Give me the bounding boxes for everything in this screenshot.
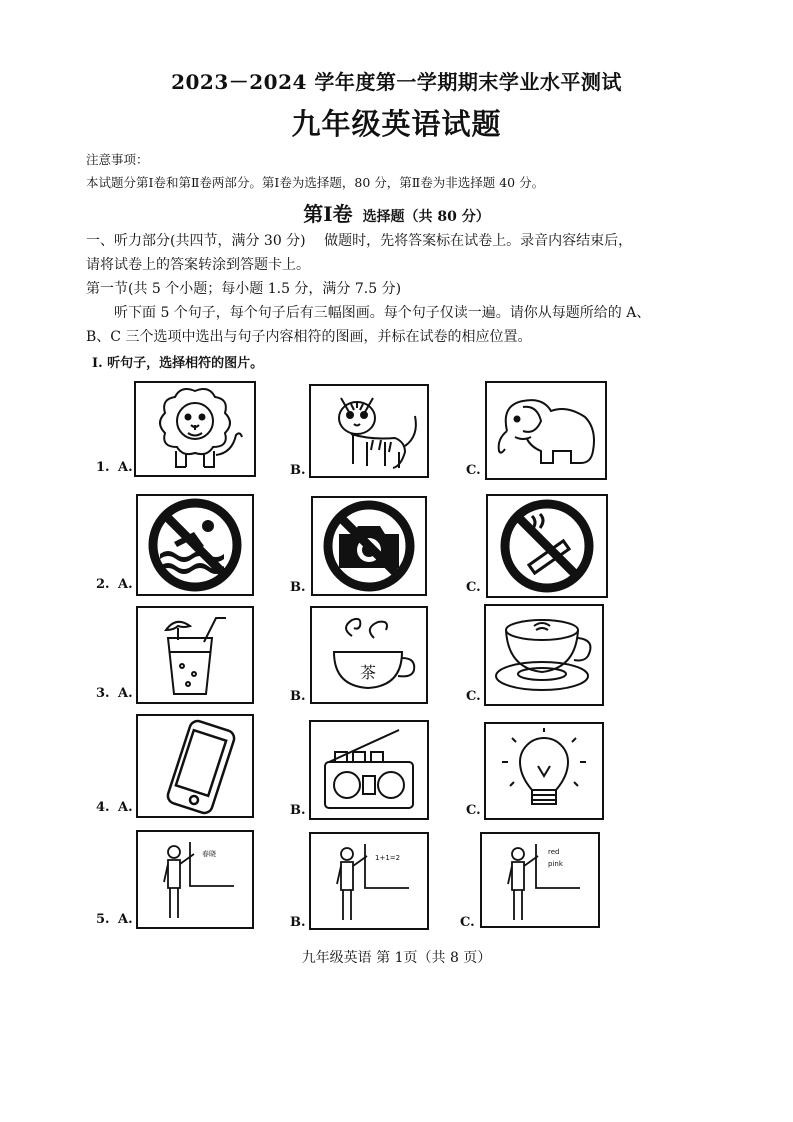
question-number: 5. <box>96 912 110 927</box>
option-image[interactable] <box>310 606 428 704</box>
tea-character: 茶 <box>359 663 377 682</box>
no-photo-icon <box>313 498 425 594</box>
option-label-b: B. <box>290 803 306 818</box>
no-swimming-icon <box>138 496 252 594</box>
section-title-sub: 选择题（共 80 分） <box>362 209 490 225</box>
instruction-line2: B、C 三个选项中选出与句子内容相符的图画，并标在试卷的相应位置。 <box>86 329 532 345</box>
option-image[interactable] <box>485 381 607 480</box>
option-image[interactable] <box>484 604 604 706</box>
teacher-colors-icon <box>482 834 598 926</box>
option-label-c: C. <box>466 803 481 818</box>
notes-text: 本试题分第Ⅰ卷和第Ⅱ卷两部分。第Ⅰ卷为选择题，80 分，第Ⅱ卷为非选择题 40 分。 <box>86 175 545 190</box>
notes-label: 注意事项： <box>86 152 149 167</box>
option-image[interactable] <box>134 381 256 477</box>
option-label-a: A. <box>118 577 133 592</box>
phone-icon <box>138 716 252 816</box>
option-image[interactable] <box>136 606 254 704</box>
option-image[interactable] <box>136 830 254 929</box>
option-image[interactable] <box>486 494 608 598</box>
option-label-b: B. <box>290 689 306 704</box>
option-label-b: B. <box>290 580 306 595</box>
radio-icon <box>311 722 427 818</box>
option-image[interactable] <box>309 832 429 930</box>
question-number: 4. <box>96 800 110 815</box>
option-image[interactable] <box>311 496 427 596</box>
option-label-a: A. <box>118 686 133 701</box>
elephant-icon <box>487 383 605 478</box>
listening-line2: 请将试卷上的答案转涂到答题卡上。 <box>86 257 310 273</box>
tea-icon <box>312 608 426 702</box>
exam-title: 2023－2024 学年度第一学期期末学业水平测试 <box>171 70 622 94</box>
teacher-math-icon <box>311 834 427 928</box>
option-label-c: C. <box>466 689 481 704</box>
option-label-a: A. <box>118 800 133 815</box>
listening-line1: 一、听力部分(共四节，满分 30 分) 做题时，先将答案标在试卷上。录音内容结束后， <box>86 233 633 249</box>
option-label-c: C. <box>460 915 475 930</box>
option-label-a: A. <box>118 460 133 475</box>
option-image[interactable] <box>136 494 254 596</box>
option-label-b: B. <box>290 915 306 930</box>
option-label-c: C. <box>466 580 481 595</box>
question-number: 1. <box>96 460 110 475</box>
bulb-icon <box>486 724 602 818</box>
board-text-red: red <box>548 848 560 856</box>
board-text-pink: pink <box>548 860 563 868</box>
section-title-main: 第Ⅰ卷 <box>303 202 353 226</box>
question-number: 3. <box>96 686 110 701</box>
coffee-icon <box>486 606 602 704</box>
board-text: 春晓 <box>202 850 216 858</box>
option-image[interactable] <box>136 714 254 818</box>
option-image[interactable] <box>480 832 600 928</box>
option-label-c: C. <box>466 463 481 478</box>
instruction-line1: 听下面 5 个句子，每个句子后有三幅图画。每个句子仅读一遍。请你从每题所给的 A、 <box>114 305 651 321</box>
teacher-board-icon <box>138 832 252 927</box>
exam-subtitle: 九年级英语试题 <box>291 107 502 141</box>
question-number: 2. <box>96 577 110 592</box>
lion-icon <box>136 383 254 475</box>
section-title <box>0 198 793 227</box>
sub-heading: I. 听句子，选择相符的图片。 <box>92 356 264 371</box>
option-label-b: B. <box>290 463 306 478</box>
option-image[interactable] <box>484 722 604 820</box>
tiger-icon <box>311 386 427 476</box>
part1-heading: 第一节(共 5 个小题；每小题 1.5 分，满分 7.5 分) <box>86 281 402 297</box>
board-text: 1+1=2 <box>375 854 401 862</box>
no-smoking-icon <box>488 496 606 596</box>
option-image[interactable] <box>309 720 429 820</box>
option-image[interactable] <box>309 384 429 478</box>
option-label-a: A. <box>118 912 133 927</box>
page-footer: 九年级英语 第 1页（共 8 页） <box>301 950 492 966</box>
juice-icon <box>138 608 252 702</box>
